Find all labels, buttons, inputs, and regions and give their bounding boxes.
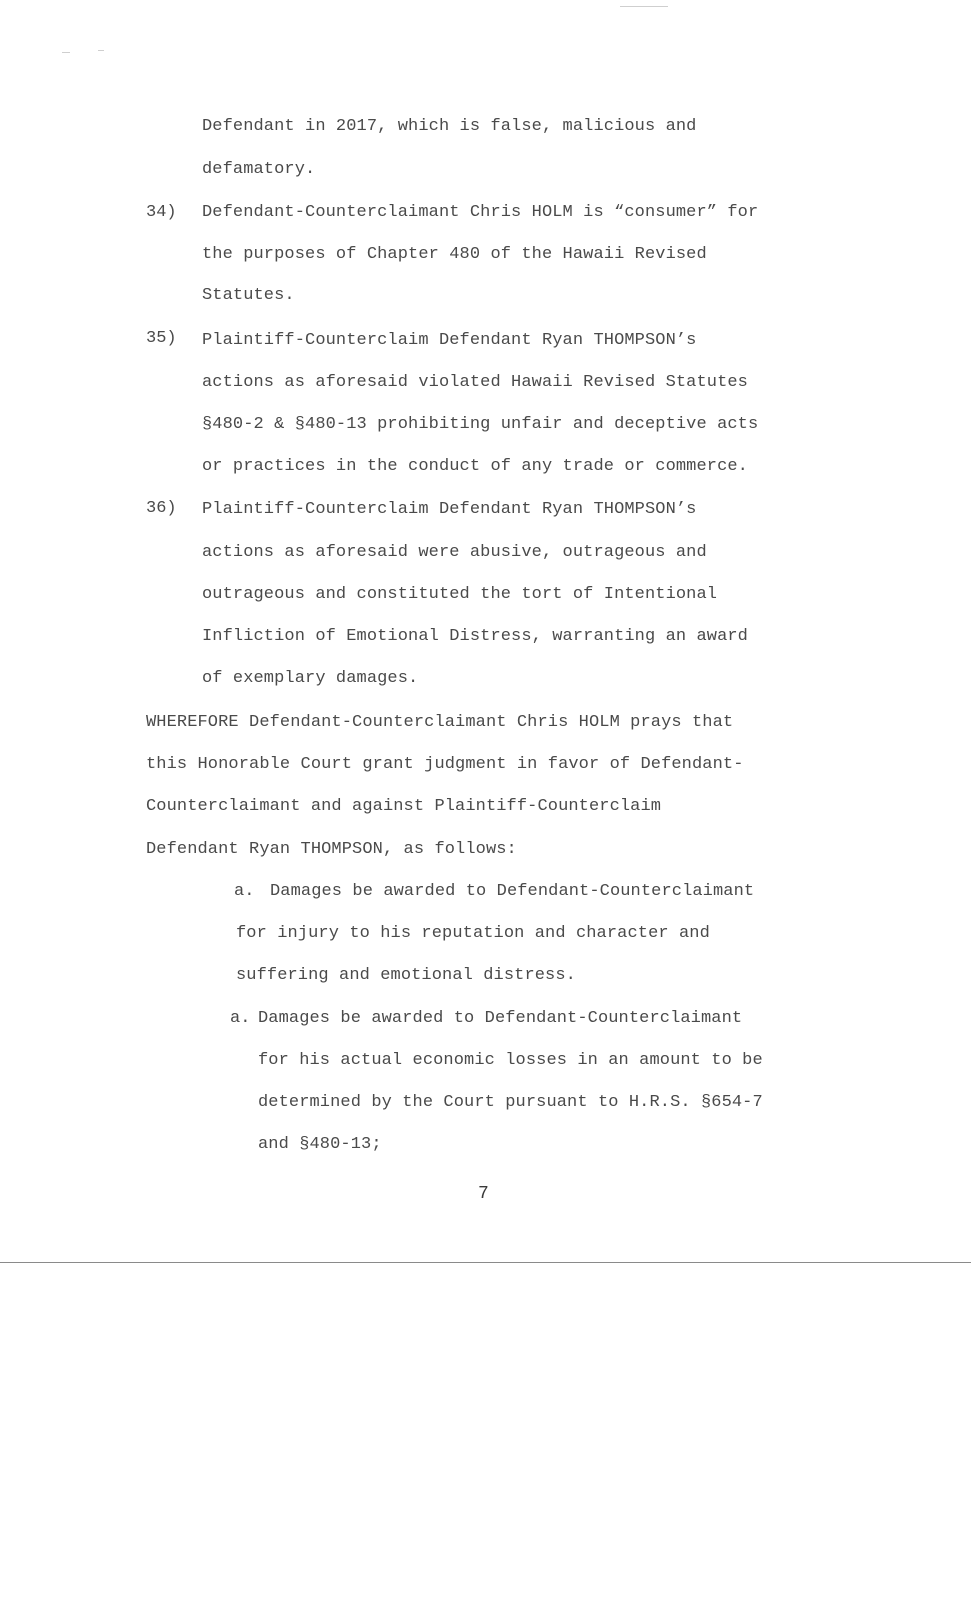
- text-line: Defendant-Counterclaimant Chris HOLM is “consumer” for: [202, 203, 759, 222]
- paragraph-number: 35): [146, 329, 177, 348]
- text-line: or practices in the conduct of any trade or commerce.: [202, 457, 748, 476]
- scan-artifact: [62, 52, 70, 53]
- paragraph-number: 34): [146, 203, 177, 222]
- text-line: Counterclaimant and against Plaintiff-Counterclaim: [146, 797, 662, 816]
- text-line: and §480-13;: [258, 1135, 382, 1154]
- relief-marker: a.: [234, 882, 255, 901]
- text-line: actions as aforesaid were abusive, outrageous and: [202, 543, 707, 562]
- page-divider: [0, 1262, 971, 1263]
- paragraph-number: 36): [146, 499, 177, 518]
- text-line: Damages be awarded to Defendant-Counterclaimant: [270, 882, 755, 901]
- page-number: 7: [478, 1184, 489, 1204]
- text-line: §480-2 & §480-13 prohibiting unfair and deceptive acts: [202, 415, 759, 434]
- text-line: this Honorable Court grant judgment in favor of Defendant-: [146, 755, 744, 774]
- text-line: determined by the Court pursuant to H.R.S. §654-7: [258, 1093, 763, 1112]
- text-line: the purposes of Chapter 480 of the Hawaii Revised: [202, 245, 707, 264]
- relief-marker: a.: [230, 1009, 251, 1028]
- text-line: Plaintiff-Counterclaim Defendant Ryan THOMPSON’s: [202, 500, 697, 519]
- text-line: of exemplary damages.: [202, 669, 419, 688]
- text-line: for injury to his reputation and character and: [236, 924, 710, 943]
- text-line: for his actual economic losses in an amount to be: [258, 1051, 763, 1070]
- text-line: suffering and emotional distress.: [236, 966, 576, 985]
- text-line: Statutes.: [202, 286, 295, 305]
- text-line: Defendant in 2017, which is false, malicious and: [202, 117, 697, 136]
- text-line: actions as aforesaid violated Hawaii Revised Statutes: [202, 373, 748, 392]
- text-line: Infliction of Emotional Distress, warranting an award: [202, 627, 748, 646]
- text-line: Plaintiff-Counterclaim Defendant Ryan THOMPSON’s: [202, 331, 697, 350]
- scan-artifact: [98, 50, 104, 51]
- text-line: WHEREFORE Defendant-Counterclaimant Chris HOLM prays that: [146, 713, 734, 732]
- text-line: Damages be awarded to Defendant-Counterclaimant: [258, 1009, 743, 1028]
- scan-artifact: [620, 6, 668, 7]
- text-line: outrageous and constituted the tort of Intentional: [202, 585, 718, 604]
- text-line: defamatory.: [202, 160, 316, 179]
- text-line: Defendant Ryan THOMPSON, as follows:: [146, 840, 517, 859]
